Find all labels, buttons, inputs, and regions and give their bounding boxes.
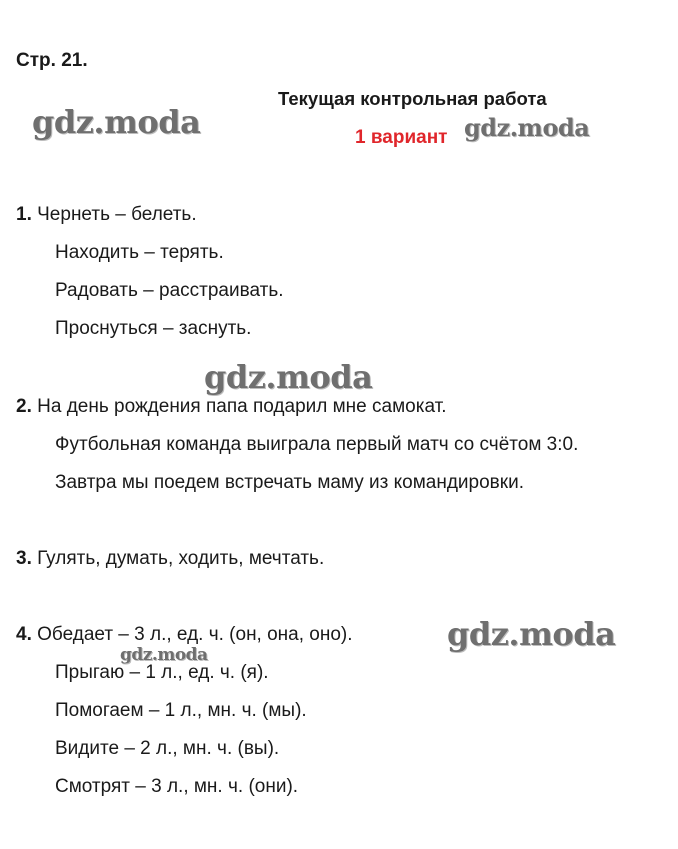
task-number: 4. bbox=[16, 624, 32, 645]
watermark-logo: gdz.moda bbox=[464, 113, 590, 142]
watermark-logo: gdz.moda bbox=[120, 645, 208, 665]
task-line: Гулять, думать, ходить, мечтать. bbox=[37, 548, 325, 569]
task-number: 3. bbox=[16, 548, 32, 569]
task-line: Радовать – расстраивать. bbox=[55, 280, 284, 301]
task-number: 1. bbox=[16, 204, 32, 225]
watermark-logo: gdz.moda bbox=[32, 103, 201, 141]
watermark-logo: gdz.moda bbox=[204, 358, 373, 396]
task-line: Чернеть – белеть. bbox=[37, 204, 197, 225]
page-label: Стр. 21. bbox=[16, 50, 88, 71]
task-line: Прыгаю – 1 л., ед. ч. (я). bbox=[55, 662, 269, 683]
task-line: Смотрят – 3 л., мн. ч. (они). bbox=[55, 776, 299, 797]
page-title: Текущая контрольная работа bbox=[278, 88, 547, 109]
task-line: Находить – терять. bbox=[55, 242, 224, 263]
task-line: На день рождения папа подарил мне самокат. bbox=[37, 396, 447, 417]
task-line: Завтра мы поедем встречать маму из командировки. bbox=[55, 472, 524, 493]
task-line: Проснуться – заснуть. bbox=[55, 318, 252, 339]
task-line: Футбольная команда выиграла первый матч со счётом 3:0. bbox=[55, 434, 579, 455]
variant-label: 1 вариант bbox=[355, 127, 448, 148]
task-number: 2. bbox=[16, 396, 32, 417]
task-line: Помогаем – 1 л., мн. ч. (мы). bbox=[55, 700, 307, 721]
watermark-logo: gdz.moda bbox=[447, 615, 616, 653]
task-line: Видите – 2 л., мн. ч. (вы). bbox=[55, 738, 280, 759]
task-line: Обедает – 3 л., ед. ч. (он, она, оно). bbox=[37, 624, 353, 645]
